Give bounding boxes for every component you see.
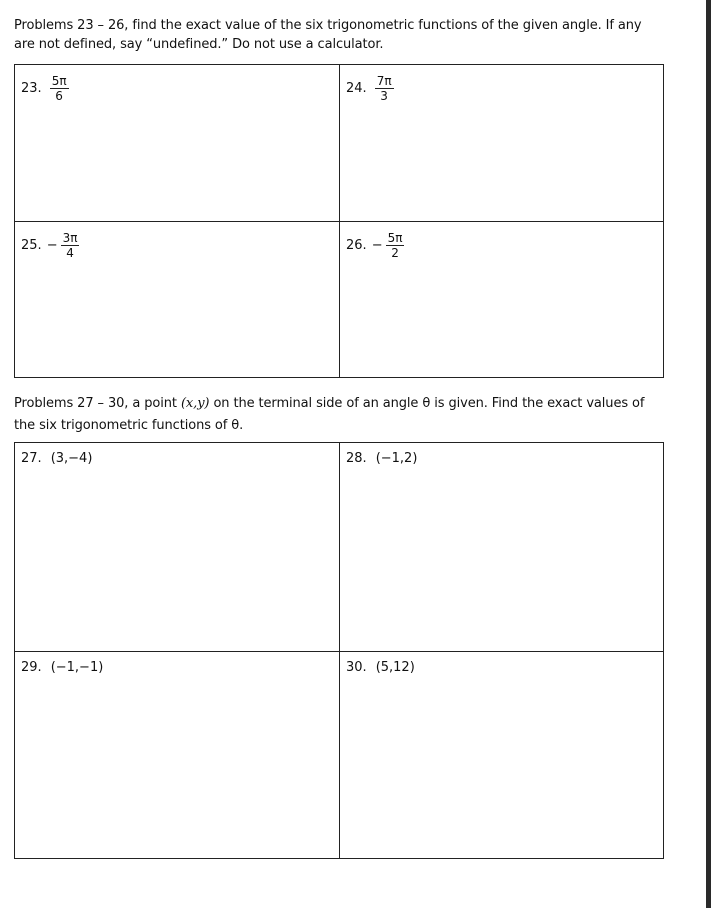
problem-number: 27. [21,451,42,466]
point-coordinates: (5,12) [375,660,415,675]
problem-25-box[interactable] [15,221,339,377]
point-coordinates: (−1,−1) [50,660,104,675]
problem-27 [21,451,92,466]
fraction-numerator: 5π [387,231,403,245]
problem-number: 25. [21,238,42,253]
point-problems-grid [14,442,664,859]
problem-24 [346,74,394,103]
angle-sign: − [46,238,58,253]
problem-24-box[interactable] [339,65,663,221]
fraction-numerator: 3π [62,231,78,245]
problem-29 [21,660,103,675]
instructions-text-start: Problems 27 – 30, a point [14,396,181,411]
problem-number: 28. [346,451,367,466]
point-expression: (x,y) [180,396,210,411]
problem-number: 26. [346,238,367,253]
angle-fraction [61,231,80,260]
angle-sign: − [371,238,383,253]
fraction-numerator: 7π [376,74,392,88]
problem-23 [21,74,69,103]
angle-problems-grid [14,64,664,378]
problem-26-box[interactable] [339,221,663,377]
problem-26 [346,231,404,260]
fraction-denominator: 3 [380,89,388,103]
point-coordinates: (3,−4) [50,451,93,466]
section2-instructions [14,393,666,437]
problem-30-box[interactable] [339,651,663,858]
problem-23-box[interactable] [15,65,339,221]
fraction-denominator: 4 [66,246,74,260]
fraction-denominator: 6 [55,89,63,103]
problem-29-box[interactable] [15,651,339,858]
fraction-denominator: 2 [391,246,399,260]
angle-fraction [386,231,405,260]
instructions-text-end: on the terminal side of an angle θ is given. Find the exact values of the six trigonometric functions of θ. [14,396,645,433]
problem-27-box[interactable] [15,443,339,651]
section1-instructions: Problems 23 – 26, find the exact value of the six trigonometric functions of the given angle. If any are not defined, say “undefined.” Do not use a calculator. [14,18,642,52]
problem-number: 23. [21,81,42,96]
problem-28-box[interactable] [339,443,663,651]
angle-fraction [375,74,394,103]
angle-fraction [50,74,69,103]
problem-number: 30. [346,660,367,675]
problem-28 [346,451,417,466]
problem-25 [21,231,79,260]
problem-number: 24. [346,81,367,96]
fraction-numerator: 5π [51,74,67,88]
page-right-edge [706,0,711,908]
problem-30 [346,660,415,675]
problem-number: 29. [21,660,42,675]
point-coordinates: (−1,2) [375,451,418,466]
